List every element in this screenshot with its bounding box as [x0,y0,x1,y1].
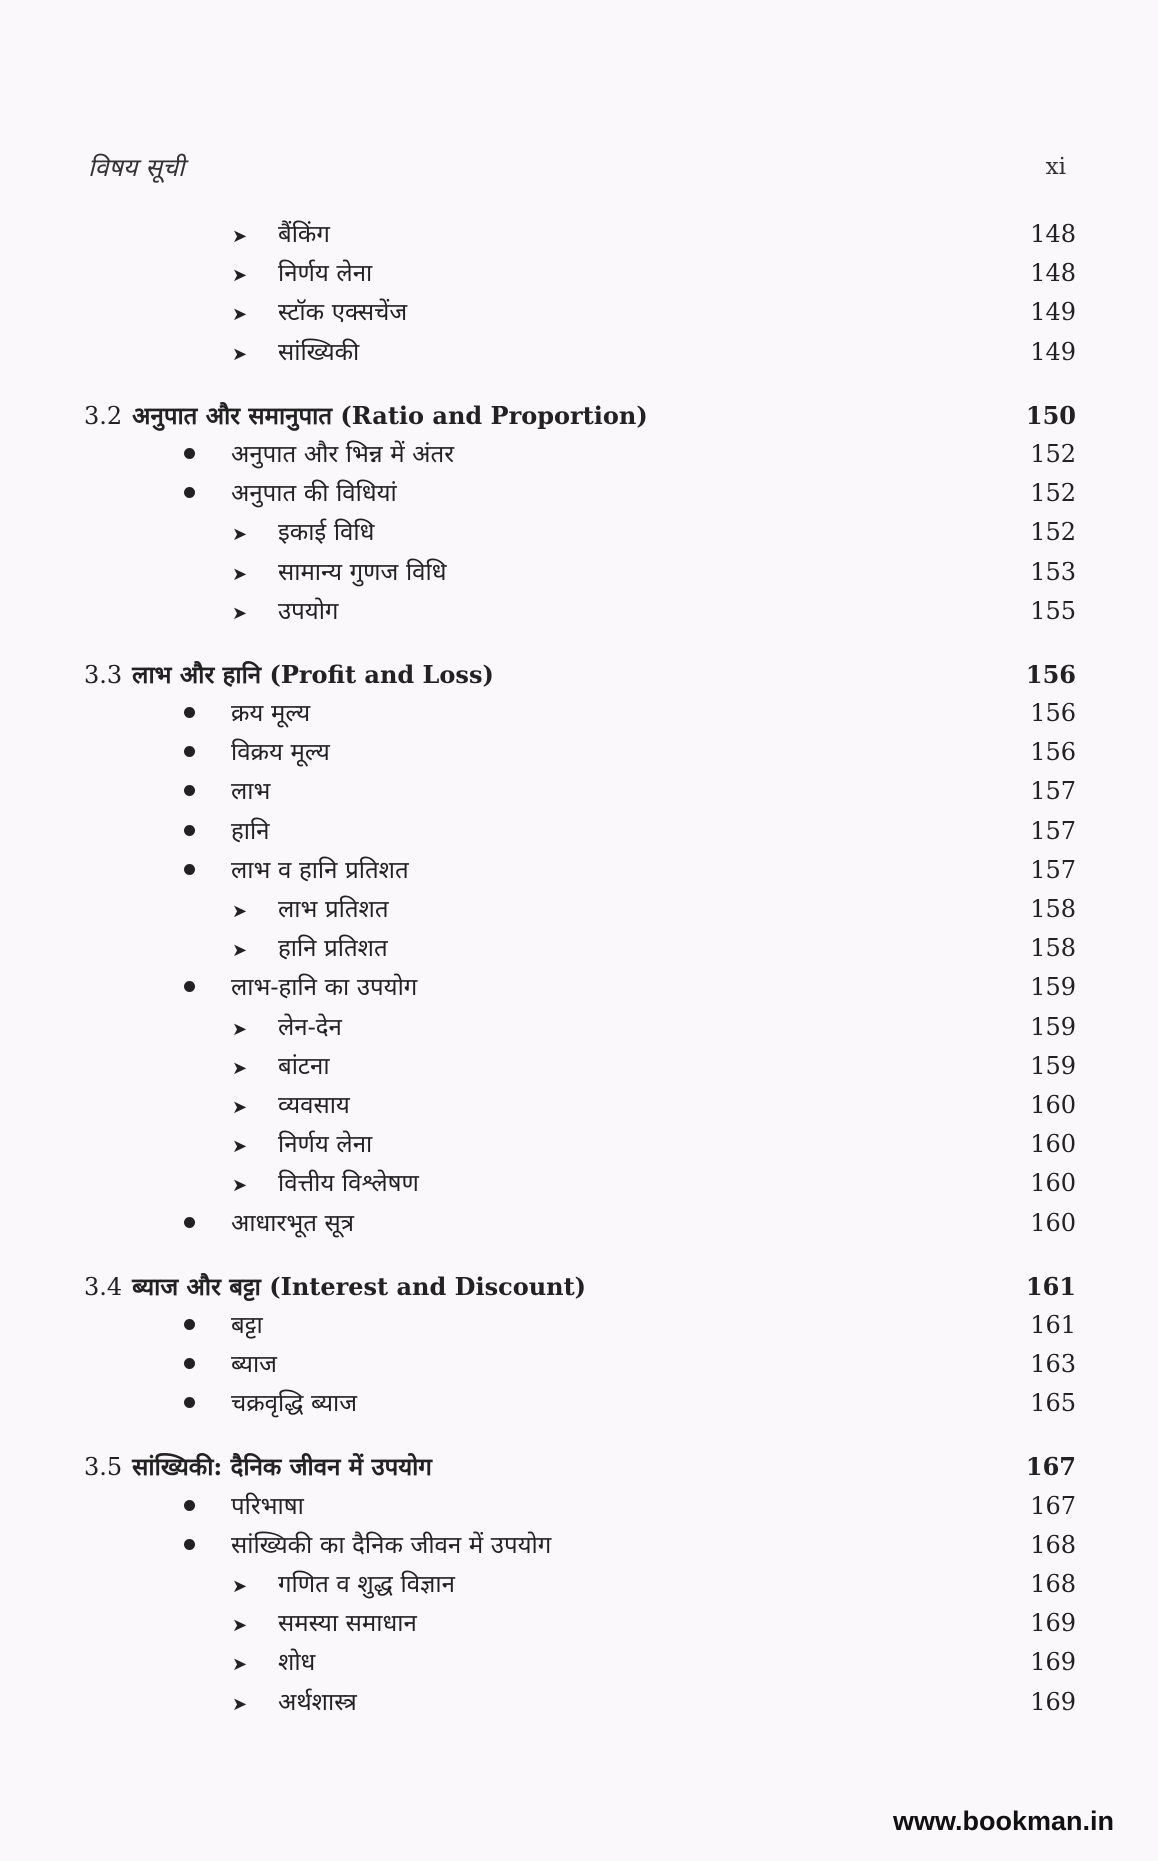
bullet-icon [184,981,195,992]
toc-entry-text: लाभ [231,777,271,806]
toc-section-row [84,1447,1076,1486]
toc-entry-row [84,1526,1076,1565]
toc-entry-label [234,592,338,633]
toc-entry-row [84,733,1076,772]
bullet-icon [184,448,195,459]
toc-entry-text: आधारभूत सूत्र [231,1208,354,1237]
toc-entry-label [184,1204,354,1243]
toc-entry-text: लाभ-हानि का उपयोग [231,973,418,1002]
toc-entry-text: विक्रय मूल्य [231,738,330,767]
toc-entry-row [84,333,1076,372]
toc-entry-label [184,851,409,890]
toc-section-row [84,1267,1076,1306]
toc-entry-label [184,474,397,513]
toc-entry-row [84,474,1076,513]
toc-entry-label [234,254,372,295]
toc-section-row [84,396,1076,435]
arrow-bullet-icon: ➤ [232,524,248,546]
bullet-icon [184,1539,195,1550]
bullet-icon [184,487,195,498]
bullet-icon [184,864,195,875]
toc-entry-label [234,1604,417,1645]
toc-entry-text: अनुपात और समानुपात (Ratio and Proportion) [132,400,648,430]
toc-entry-label [234,1565,455,1606]
toc-entry-label [184,435,454,474]
toc-entry-label [184,733,330,772]
toc-entry-label [184,772,270,811]
toc-page-number: 160 [1030,1169,1076,1198]
toc-entry-text: समस्या समाधान [278,1609,417,1638]
toc-entry-text: सामान्य गुणज विधि [278,557,447,586]
toc-entry-text: अर्थशास्त्र [278,1687,357,1716]
toc-entry-label [184,1384,357,1423]
toc-entry-text: निर्णय लेना [278,1130,373,1159]
toc-entry-row [84,890,1076,929]
toc-page-number: 157 [1030,855,1076,884]
toc-entry-label [234,1643,315,1684]
arrow-bullet-icon: ➤ [232,226,248,247]
section-number: 3.5 [84,1453,123,1482]
toc-page-number: 149 [1030,337,1076,366]
toc-entry-text: व्यवसाय [278,1090,350,1119]
toc-entry-row [84,1384,1076,1423]
toc-entry-label [234,215,330,256]
toc-entry-text: बांटना [278,1051,330,1080]
toc-page-number: 160 [1030,1130,1076,1159]
toc-entry-text: परिभाषा [231,1491,304,1520]
section-number: 3.2 [84,401,123,430]
toc-entry-label [234,1047,330,1088]
toc-entry-row [84,968,1076,1007]
toc-entry-label [234,890,389,931]
arrow-bullet-icon: ➤ [232,1576,248,1597]
arrow-bullet-icon: ➤ [232,1057,248,1079]
arrow-bullet-icon: ➤ [232,1615,248,1637]
toc-entry-row [84,293,1076,332]
toc-entry-label [234,333,359,374]
toc-entry-text: चक्रवृद्धि ब्याज [231,1389,358,1418]
toc-page-number: 160 [1030,1208,1076,1237]
bullet-icon [184,1217,195,1228]
toc-page-number: 168 [1030,1530,1076,1559]
toc-entry-row [84,772,1076,811]
toc-entry-row [84,1345,1076,1384]
toc-page-number: 161 [1025,1271,1076,1301]
arrow-bullet-icon: ➤ [232,265,248,287]
toc-entry-label [184,1487,304,1526]
toc-page-number: 156 [1030,699,1076,728]
toc-entry-text: लाभ प्रतिशत [278,895,389,923]
toc-page-number: 169 [1030,1609,1076,1638]
toc-entry-row [84,592,1076,631]
bullet-icon [184,1358,195,1369]
section-number: 3.4 [84,1272,123,1301]
website-footer: www.bookman.in [892,1806,1114,1836]
toc-entry-label [234,293,407,334]
arrow-bullet-icon: ➤ [232,304,248,326]
toc-entry-label [84,1447,432,1487]
toc-page-number: 150 [1025,400,1076,430]
toc-entry-text: शोध [278,1648,316,1677]
toc-page-number: 163 [1030,1350,1076,1379]
bullet-icon [184,746,195,757]
toc-entry-text: वित्तीय विश्लेषण [278,1169,419,1198]
bullet-icon [184,1397,195,1408]
toc-page-number: 157 [1030,777,1076,806]
toc-entry-row [84,812,1076,851]
toc-page-number: 161 [1030,1310,1076,1339]
arrow-bullet-icon: ➤ [232,1693,248,1715]
toc-entry-text: निर्णय लेना [278,259,373,288]
toc-entry-text: अनुपात की विधियां [231,479,397,508]
bullet-icon [184,785,195,796]
toc-page-number: 156 [1030,738,1076,767]
toc-entry-row [84,1643,1076,1682]
toc-page-number: 153 [1030,557,1076,586]
arrow-bullet-icon: ➤ [232,1096,248,1118]
bullet-icon [184,1319,195,1330]
toc-entry-label [234,1086,350,1127]
toc-page-number: 149 [1030,298,1076,327]
toc-page-number: 148 [1030,220,1076,248]
toc-entry-text: उपयोग [278,596,339,625]
header-page-number: xi [1045,154,1066,180]
toc-entry-text: हानि [231,816,270,845]
toc-entry-row [84,929,1076,968]
toc-entry-text: हानि प्रतिशत [278,934,388,963]
toc-entry-row [84,513,1076,552]
toc-entry-label [234,513,374,554]
toc-entry-label [184,694,310,733]
toc-entry-row [84,694,1076,733]
toc-entry-text: बट्टा [231,1310,263,1339]
toc-entry-row [84,1047,1076,1086]
toc-page-number: 158 [1030,895,1076,923]
bullet-icon [184,707,195,718]
toc-entry-label [234,553,446,594]
toc-entry-label [234,1008,342,1049]
toc-entry-text: सांख्यिकी का दैनिक जीवन में उपयोग [231,1530,552,1559]
toc-entry-text: लाभ व हानि प्रतिशत [231,855,409,884]
toc-entry-text: बैंकिंग [278,220,330,248]
toc-entry-row [84,1565,1076,1604]
toc-entry-row [84,553,1076,592]
toc-page-number: 148 [1030,259,1076,288]
toc-entry-row [84,1306,1076,1345]
toc-entry-row [84,1604,1076,1643]
arrow-bullet-icon: ➤ [232,343,248,365]
toc-entry-row [84,1125,1076,1164]
arrow-bullet-icon: ➤ [232,901,248,922]
toc-page-number: 169 [1030,1687,1076,1716]
toc-entry-text: अनुपात और भिन्न में अंतर [231,439,455,468]
toc-page-number: 167 [1030,1491,1076,1520]
toc-entry-label [234,1164,419,1205]
toc-entry-label [234,1683,357,1724]
arrow-bullet-icon: ➤ [232,602,248,624]
page-header [88,150,1066,190]
toc-entry-text: क्रय मूल्य [231,699,311,728]
toc-page-number: 169 [1030,1648,1076,1677]
toc-entry-text: ब्याज और बट्टा (Interest and Discount) [132,1271,587,1301]
toc-entry-label [184,1526,551,1565]
toc-entry-label [184,968,417,1007]
toc-entry-label [84,655,494,695]
toc-entry-text: गणित व शुद्ध विज्ञान [278,1570,455,1598]
toc-entry-text: सांख्यिकी [278,337,360,366]
toc-page-number: 167 [1025,1452,1076,1482]
toc-entry-row [84,435,1076,474]
arrow-bullet-icon: ➤ [232,1654,248,1676]
section-number: 3.3 [84,660,123,689]
toc-entry-label [184,1345,277,1384]
toc-page-number: 160 [1030,1090,1076,1119]
toc-entry-row [84,1008,1076,1047]
arrow-bullet-icon: ➤ [232,563,248,585]
toc-page-number: 155 [1030,596,1076,625]
toc-page-number: 152 [1030,479,1076,508]
toc-section-row [84,655,1076,694]
toc-page-number: 156 [1025,659,1076,689]
toc-page-number: 152 [1030,439,1076,468]
arrow-bullet-icon: ➤ [232,940,248,962]
toc-entry-label [234,929,388,970]
toc-entry-label [184,1306,263,1345]
toc-entry-label [184,812,270,851]
arrow-bullet-icon: ➤ [232,1018,248,1040]
toc-page-number: 165 [1030,1389,1076,1418]
toc-page-number: 159 [1030,1012,1076,1041]
toc-entry-row [84,254,1076,293]
toc-page-number: 159 [1030,973,1076,1002]
toc-entry-text: सांख्यिकी: दैनिक जीवन में उपयोग [132,1452,432,1482]
arrow-bullet-icon: ➤ [232,1175,248,1197]
table-of-contents [84,215,1076,1722]
toc-entry-row [84,215,1076,254]
toc-entry-row [84,1164,1076,1203]
bullet-icon [184,1500,195,1511]
toc-entry-text: लाभ और हानि (Profit and Loss) [132,659,494,689]
toc-entry-label [84,396,648,436]
bullet-icon [184,825,195,836]
toc-entry-text: ब्याज [231,1350,277,1379]
toc-entry-text: लेन-देन [278,1012,342,1041]
toc-page-number: 158 [1030,934,1076,963]
toc-page-number: 159 [1030,1051,1076,1080]
toc-entry-label [234,1125,372,1166]
toc-entry-label [84,1267,586,1307]
arrow-bullet-icon: ➤ [232,1136,248,1158]
toc-entry-row [84,851,1076,890]
toc-entry-row [84,1683,1076,1722]
toc-entry-text: इकाई विधि [278,518,375,547]
toc-entry-row [84,1086,1076,1125]
header-title: विषय सूची [88,153,185,182]
toc-entry-row [84,1204,1076,1243]
toc-page-number: 168 [1030,1570,1076,1598]
toc-entry-row [84,1487,1076,1526]
toc-page-number: 157 [1030,816,1076,845]
toc-entry-text: स्टॉक एक्सचेंज [278,298,408,327]
toc-page-number: 152 [1030,518,1076,547]
